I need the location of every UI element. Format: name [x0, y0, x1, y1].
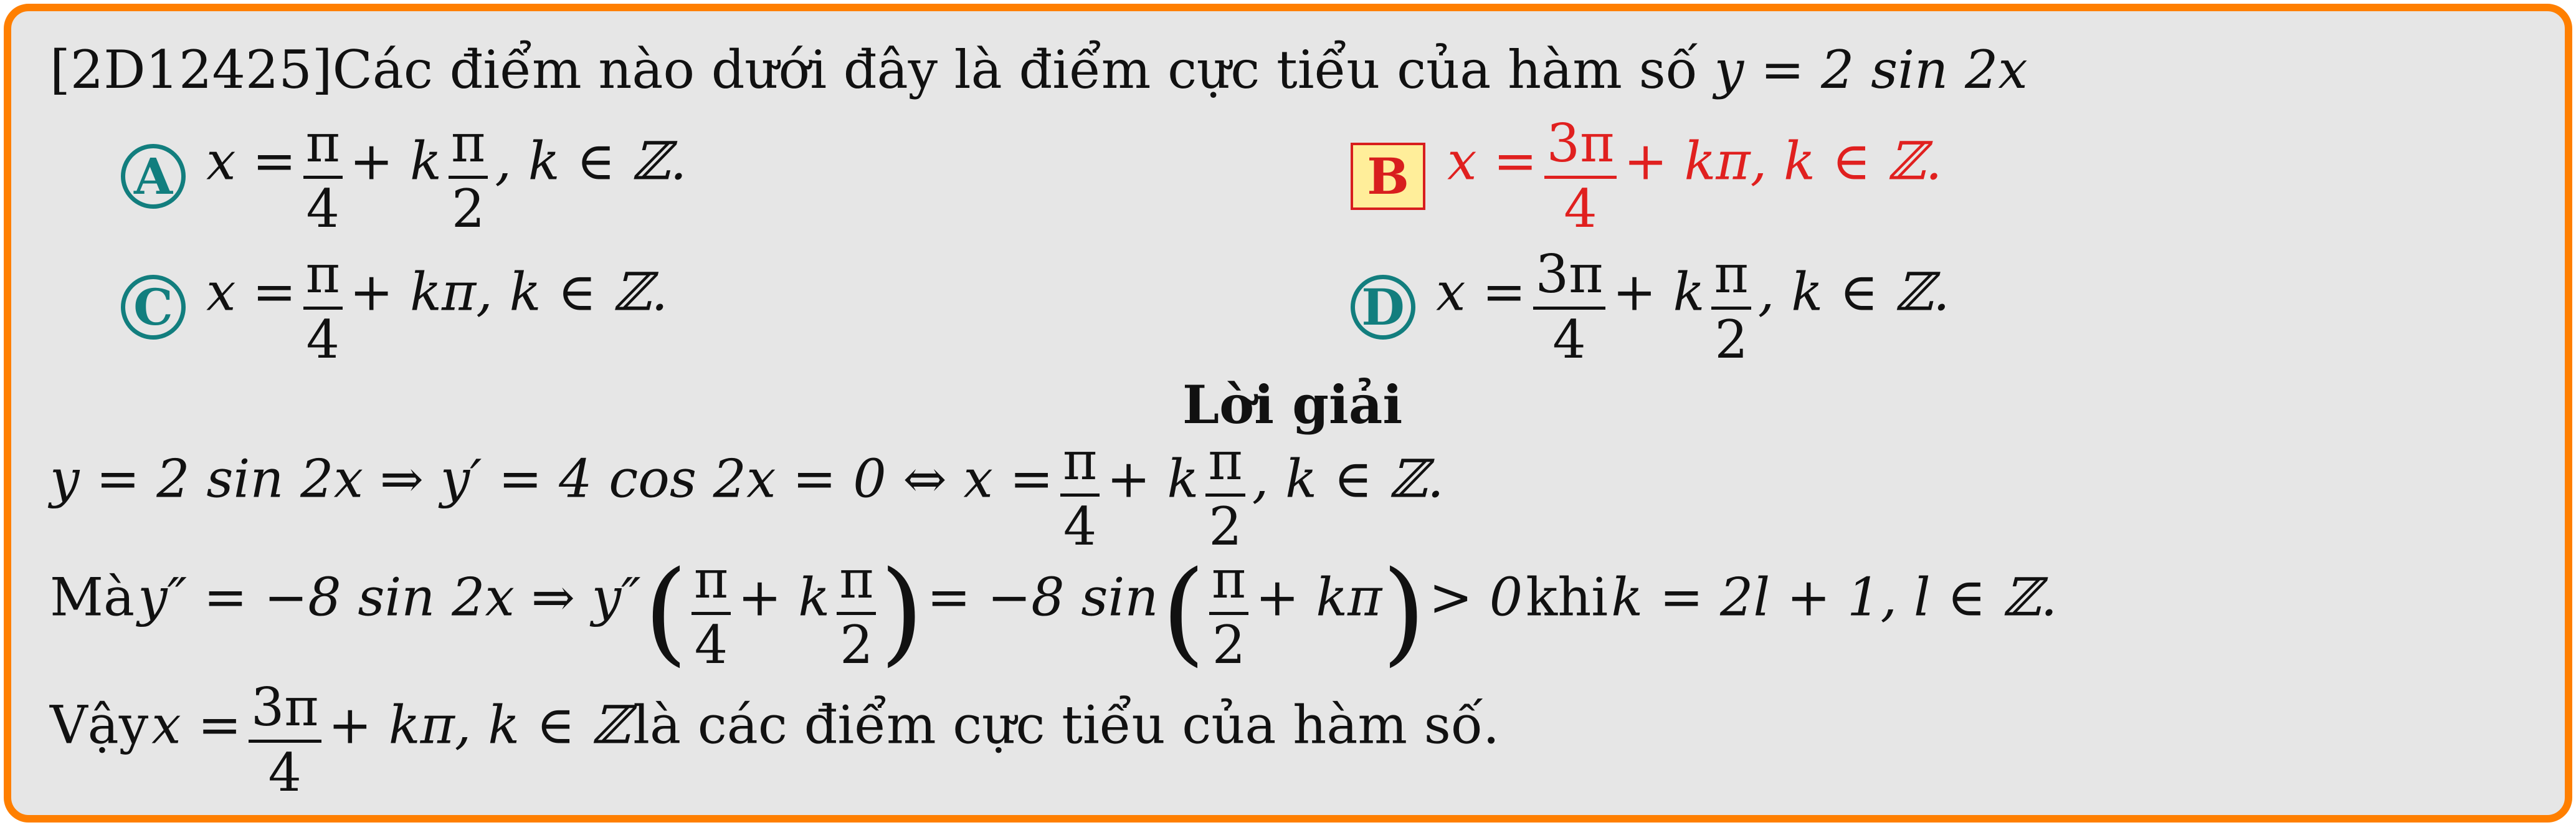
right-paren-2: ) [1382, 547, 1426, 678]
option-b-lhs: x = [1447, 130, 1538, 192]
solution-line-3-frac1: 3π 4 [249, 681, 321, 799]
left-paren-2: ( [1161, 547, 1205, 678]
option-c-lhs: x = [206, 261, 297, 323]
left-paren: ( [644, 547, 688, 678]
option-a-tail: , k ∈ ℤ. [495, 130, 687, 192]
option-b[interactable] [1351, 113, 1942, 239]
option-d-badge[interactable]: D [1351, 275, 1415, 340]
option-c-badge[interactable]: C [121, 275, 186, 340]
option-d-frac1: 3π 4 [1533, 248, 1606, 366]
option-a-mid: + k [349, 130, 442, 192]
solution-heading: Lời giải [1182, 374, 1403, 436]
solution-line-3-tail: + kπ, k ∈ ℤ [328, 694, 630, 756]
solution-line-3-pre: Vậy [50, 694, 149, 756]
question-line [50, 39, 2028, 100]
option-c-tail: + kπ, k ∈ ℤ. [349, 261, 668, 323]
question-id: [2D12425] [50, 39, 333, 100]
option-a[interactable] [121, 113, 687, 239]
solution-line-2-pre: Mà [50, 566, 135, 628]
option-b-tail: + kπ, k ∈ ℤ. [1623, 130, 1942, 192]
option-b-frac1: 3π 4 [1544, 117, 1617, 236]
solution-line-1-frac2: π 2 [1205, 435, 1245, 553]
solution-line-2-gt: > 0 [1428, 566, 1523, 628]
solution-line-3-post: là các điểm cực tiểu của hàm số. [633, 694, 1499, 756]
solution-line-3-lhs: x = [151, 694, 242, 756]
solution-line-3 [50, 677, 1499, 803]
solution-line-1-frac1: π 4 [1060, 435, 1100, 553]
solution-line-2-mid1: + k [738, 566, 830, 628]
right-paren: ) [880, 547, 924, 678]
option-c[interactable] [121, 244, 668, 370]
question-card [4, 4, 2572, 823]
option-a-lhs: x = [206, 130, 297, 192]
option-a-frac1: π 4 [303, 117, 343, 236]
option-a-badge[interactable]: A [121, 144, 186, 209]
option-c-frac1: π 4 [303, 248, 343, 366]
solution-line-2-frac2: π 2 [837, 553, 876, 672]
option-d[interactable] [1351, 244, 1950, 370]
solution-line-1-tail: , k ∈ ℤ. [1252, 448, 1444, 510]
solution-line-2-frac3: π 2 [1209, 553, 1248, 672]
option-d-lhs: x = [1436, 261, 1526, 323]
option-d-frac2: π 2 [1711, 248, 1751, 366]
option-a-frac2: π 2 [449, 117, 488, 236]
option-d-mid: + k [1612, 261, 1705, 323]
solution-line-2-frac1: π 4 [692, 553, 731, 672]
option-b-badge[interactable]: B [1351, 143, 1425, 210]
solution-line-1-pre: y = 2 sin 2x ⇒ y′ = 4 cos 2x = 0 ⇔ x = [50, 448, 1053, 510]
solution-line-1-mid: + k [1106, 448, 1199, 510]
solution-line-1 [50, 431, 1444, 557]
option-d-tail: , k ∈ ℤ. [1757, 261, 1950, 323]
solution-line-2-mid2: + kπ [1255, 566, 1382, 628]
solution-line-2-expr2: = −8 sin [926, 566, 1159, 628]
solution-line-2-cond: k = 2l + 1, l ∈ ℤ. [1611, 566, 2058, 628]
question-text: Các điểm nào dưới đây là điểm cực tiểu của hàm số [332, 39, 1698, 100]
question-formula: y = 2 sin 2x [1714, 39, 2028, 100]
solution-line-2-expr1: y″ = −8 sin 2x ⇒ y″ [138, 566, 641, 628]
solution-line-2 [50, 547, 2058, 678]
solution-line-2-khi: khi [1526, 566, 1609, 628]
